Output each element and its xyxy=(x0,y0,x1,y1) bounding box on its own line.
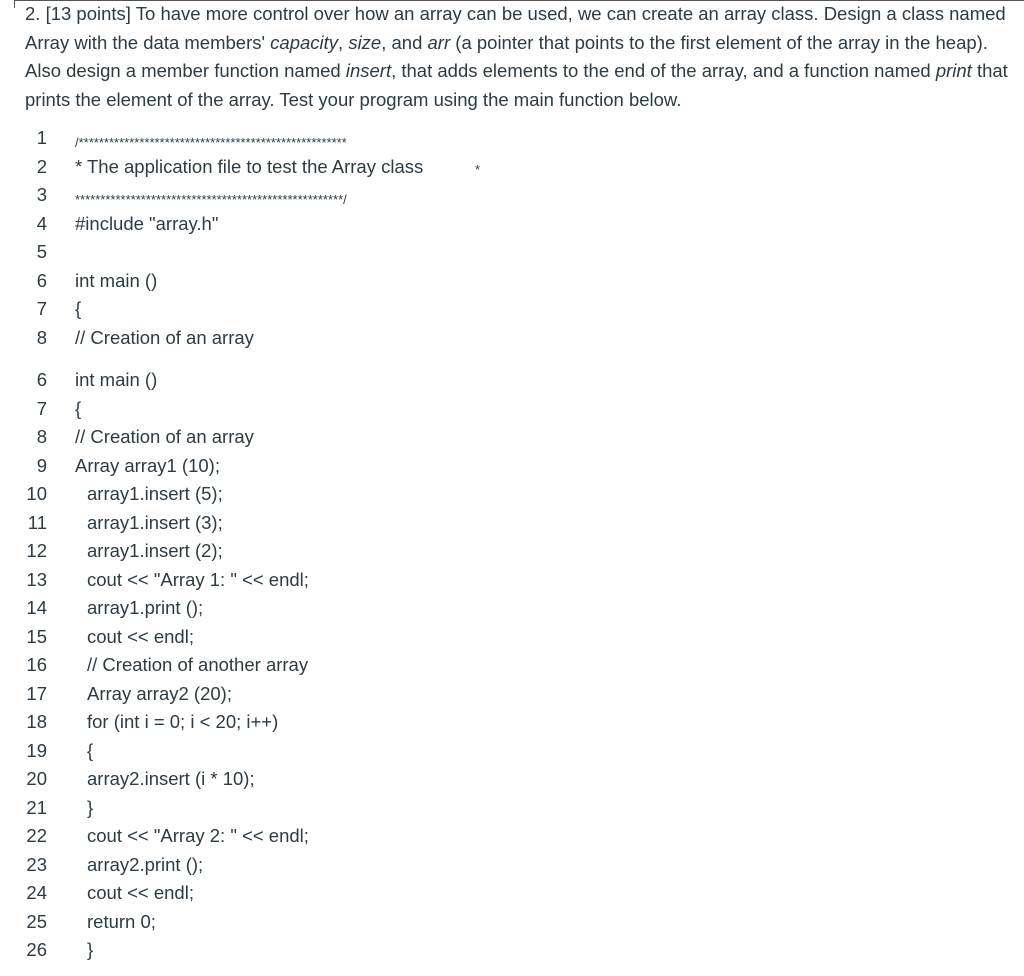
line-number: 22 xyxy=(26,825,47,846)
term-arr: arr xyxy=(427,31,451,53)
line-number: 19 xyxy=(26,739,47,761)
question-text-part: , that adds elements to the end of the array, and a function named xyxy=(391,60,936,81)
term-capacity: capacity xyxy=(270,31,339,53)
code-text: { xyxy=(87,739,94,761)
line-number: 8 xyxy=(36,426,47,447)
line-number: 6 xyxy=(36,269,47,291)
code-text: for (int i = 0; i < 20; i++) xyxy=(87,711,279,732)
code-text: // Creation of another array xyxy=(87,654,309,675)
line-number: 7 xyxy=(36,397,47,419)
line-number: 17 xyxy=(26,682,47,704)
code-text: array2.print (); xyxy=(87,853,204,875)
code-text: array1.print (); xyxy=(87,597,204,618)
line-number: 4 xyxy=(36,212,47,234)
code-text: *****************************************************/ xyxy=(75,192,347,207)
line-number: 14 xyxy=(26,597,47,618)
code-text: * The application file to test the Array class xyxy=(75,155,424,177)
code-text: /***************************************************** xyxy=(75,135,347,150)
term-print: print xyxy=(935,60,972,81)
comment-tail-asterisk: * xyxy=(475,161,481,177)
code-line xyxy=(0,124,347,153)
line-number: 25 xyxy=(26,910,47,932)
code-text: #include "array.h" xyxy=(75,212,219,234)
term-insert: insert xyxy=(345,60,392,81)
question-number: 2. xyxy=(25,3,41,24)
term-size: size xyxy=(348,31,382,53)
code-text: cout << endl; xyxy=(87,882,194,903)
line-number: 20 xyxy=(26,768,47,789)
question-text xyxy=(25,0,1015,114)
code-text: cout << endl; xyxy=(87,625,194,647)
code-text: // Creation of an array xyxy=(75,326,254,348)
line-number: 18 xyxy=(26,711,47,732)
code-text: array1.insert (5); xyxy=(87,483,223,504)
line-number: 13 xyxy=(26,568,47,590)
line-number: 8 xyxy=(36,326,47,348)
line-number: 11 xyxy=(27,511,47,533)
code-text: cout << "Array 1: " << endl; xyxy=(87,568,309,590)
line-number: 23 xyxy=(26,853,47,875)
line-number: 12 xyxy=(26,540,47,561)
question-text-part: (a pointer that points to the first element of the array in the heap). Also design a member function named xyxy=(25,31,988,81)
code-text: { xyxy=(75,397,82,419)
line-number: 5 xyxy=(36,241,47,262)
code-text: { xyxy=(75,298,82,319)
line-number: 2 xyxy=(36,155,47,177)
code-text: int main () xyxy=(75,269,158,291)
line-number: 10 xyxy=(26,483,47,504)
code-text: array1.insert (3); xyxy=(87,511,223,533)
code-text: Array array2 (20); xyxy=(87,682,232,704)
question-text-part: To have more control over how an array can be used, we can create an array class. Design a class named Array with the data members' xyxy=(25,3,1006,53)
code-line xyxy=(0,181,347,210)
code-text: int main () xyxy=(75,369,158,390)
question-points: [13 points] xyxy=(45,3,131,24)
code-text: array2.insert (i * 10); xyxy=(87,768,255,789)
code-text: cout << "Array 2: " << endl; xyxy=(87,825,309,846)
line-number: 21 xyxy=(26,796,47,818)
line-number: 3 xyxy=(36,184,47,205)
code-text: } xyxy=(87,796,94,818)
line-number: 7 xyxy=(36,298,47,319)
code-text: array1.insert (2); xyxy=(87,540,223,561)
line-number: 9 xyxy=(36,454,47,476)
code-text: return 0; xyxy=(87,910,156,932)
question-text-part: that prints the element of the array. Test your program using the main function below. xyxy=(25,60,1008,110)
line-number: 16 xyxy=(26,654,47,675)
question-text-part: , and xyxy=(381,31,428,53)
left-divider-tick xyxy=(14,0,15,8)
line-number: 1 xyxy=(36,127,47,148)
code-text: Array array1 (10); xyxy=(75,454,220,476)
line-number: 6 xyxy=(36,369,47,390)
question-text-part: , xyxy=(338,31,349,53)
line-number: 15 xyxy=(26,625,47,647)
line-number: 24 xyxy=(26,882,47,903)
code-text: // Creation of an array xyxy=(75,426,254,447)
code-text: } xyxy=(87,939,94,960)
line-number: 26 xyxy=(26,939,47,960)
